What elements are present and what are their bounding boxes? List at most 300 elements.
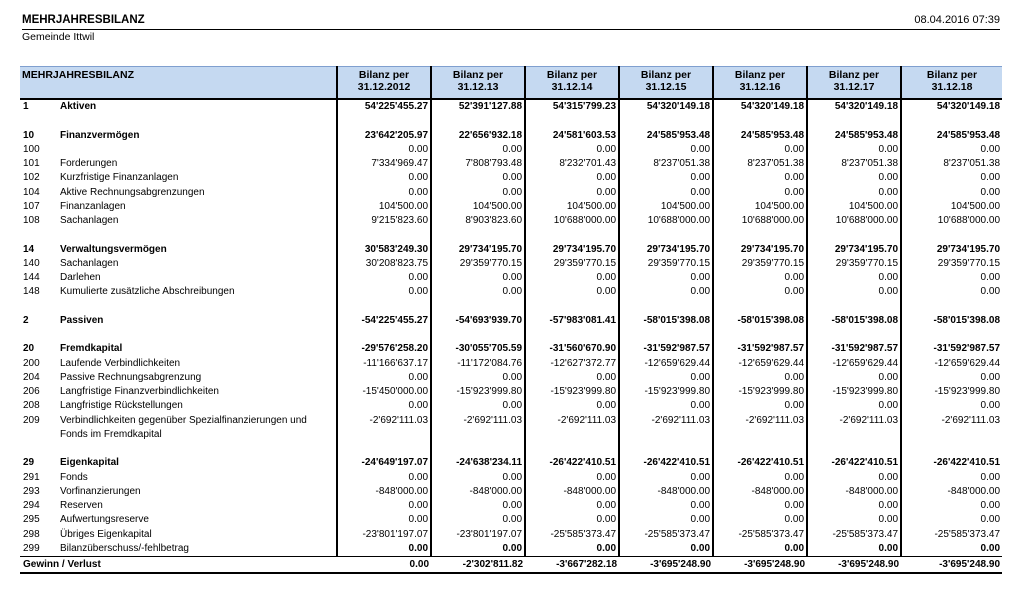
spacer-cell [54,228,337,242]
value-cell: 0.00 [980,272,1001,283]
value-cell: -11'166'637.17 [337,357,431,371]
value-cell: -25'585'373.47 [934,528,1001,540]
account-code: 140 [23,257,40,269]
value-cell: 0.00 [337,471,431,485]
value-cell: 0.00 [713,471,807,485]
value-cell: 0.00 [713,513,807,527]
value-cell: 9'215'823.60 [337,214,431,228]
value-cell: 29'359'770.15 [619,257,713,271]
value-cell: -15'450'000.00 [337,385,431,399]
account-label: Darlehen [54,271,337,285]
value-cell: -11'172'084.76 [431,357,525,371]
spacer-cell [713,300,807,314]
table-row [20,271,1002,285]
spacer-cell [337,300,431,314]
value-cell: 0.00 [713,542,807,557]
spacer-cell [54,328,337,342]
spacer-cell [807,442,901,456]
value-cell: -2'692'111.03 [431,414,525,443]
value-cell: -25'585'373.47 [807,528,901,542]
value-cell: 0.00 [337,271,431,285]
account-label: Vorfinanzierungen [54,485,337,499]
account-label [54,143,337,157]
value-cell: 0.00 [713,186,807,200]
account-label: Langfristige Rückstellungen [54,399,337,413]
value-cell: 8'237'051.38 [619,157,713,171]
table-row [20,528,1002,542]
table-row [20,285,1002,299]
value-cell: 0.00 [431,285,525,299]
value-cell: 0.00 [431,143,525,157]
value-cell: 0.00 [619,542,713,557]
value-cell: 0.00 [525,471,619,485]
account-label: Verbindlichkeiten gegenüber Spezialfinanzierungen und Fonds im Fremdkapital [54,414,337,443]
account-label: Finanzvermögen [54,129,337,143]
value-cell: 0.00 [337,171,431,185]
spacer-cell [431,442,525,456]
value-cell: 0.00 [619,271,713,285]
total-value-cell: -3'695'248.90 [901,557,1002,574]
account-code: 107 [23,200,40,212]
account-label: Aufwertungsreserve [54,513,337,527]
account-code: 204 [23,371,40,383]
value-cell: -2'692'111.03 [941,414,1001,426]
municipality-name: Gemeinde Ittwil [22,31,95,43]
value-cell: 0.00 [619,186,713,200]
account-label: Reserven [54,499,337,513]
value-cell: 0.00 [713,143,807,157]
value-cell: 24'585'953.48 [713,129,807,143]
spacer-cell [431,228,525,242]
value-cell: 0.00 [807,171,901,185]
value-cell: 0.00 [337,399,431,413]
value-cell: 54'320'149.18 [713,99,807,114]
table-row [20,471,1002,485]
value-cell: -54'693'939.70 [431,314,525,328]
report-header [22,14,1000,30]
account-label: Aktive Rechnungsabgrenzungen [54,186,337,200]
account-code: 298 [23,528,40,540]
account-code: 102 [23,172,40,184]
value-cell: -12'659'629.44 [713,357,807,371]
account-code: 206 [23,386,40,397]
spacer-cell [20,328,54,342]
spacer-cell [619,442,713,456]
value-cell: 0.00 [807,471,901,485]
value-cell: 0.00 [431,471,525,485]
total-value-cell: -3'667'282.18 [525,557,619,574]
value-cell: 0.00 [713,371,807,385]
value-cell: -12'659'629.44 [807,357,901,371]
value-cell: 0.00 [619,513,713,527]
value-cell: 0.00 [337,143,431,157]
spacer-cell [807,300,901,314]
value-cell: 0.00 [619,171,713,185]
value-cell: 0.00 [807,271,901,285]
value-cell: 0.00 [619,371,713,385]
account-label: Bilanzüberschuss/-fehlbetrag [54,542,337,557]
account-code: 291 [23,471,40,483]
column-header: Bilanz per 31.12.2012 [337,67,431,100]
value-cell: -848'000.00 [525,485,619,499]
value-cell: 29'734'195.70 [936,243,1001,255]
value-cell: 10'688'000.00 [619,214,713,228]
account-label: Laufende Verbindlichkeiten [54,357,337,371]
table-row [20,542,1002,557]
column-header: Bilanz per 31.12.16 [713,67,807,100]
value-cell: 0.00 [431,271,525,285]
value-cell: 104'500.00 [619,200,713,214]
value-cell: 0.00 [337,285,431,299]
value-cell: -31'560'670.90 [525,342,619,356]
spacer-cell [525,442,619,456]
value-cell: 29'734'195.70 [525,243,619,257]
spacer-cell [54,442,337,456]
value-cell: 0.00 [619,471,713,485]
account-code: 101 [23,158,40,169]
value-cell: 8'237'051.38 [713,157,807,171]
value-cell: 7'334'969.47 [337,157,431,171]
value-cell: 0.00 [980,143,1001,155]
value-cell: 8'232'701.43 [525,157,619,171]
value-cell: 0.00 [807,285,901,299]
value-cell: 54'315'799.23 [525,99,619,114]
value-cell: 10'688'000.00 [525,214,619,228]
column-header: Bilanz per 31.12.14 [525,67,619,100]
spacer-cell [713,114,807,128]
value-cell: -2'692'111.03 [807,414,901,443]
value-cell: 104'500.00 [950,200,1001,212]
table-row [20,513,1002,527]
table-group-row [20,342,1002,356]
value-cell: -12'627'372.77 [525,357,619,371]
value-cell: -54'225'455.27 [337,314,431,328]
table-title: MEHRJAHRESBILANZ [20,67,337,100]
table-row [20,414,1002,443]
value-cell: -26'422'410.51 [713,456,807,470]
value-cell: -30'055'705.59 [431,342,525,356]
value-cell: 0.00 [980,471,1001,483]
value-cell: 0.00 [431,371,525,385]
value-cell: 0.00 [337,499,431,513]
value-cell: 10'688'000.00 [713,214,807,228]
account-label: Finanzanlagen [54,200,337,214]
value-cell: -848'000.00 [807,485,901,499]
value-cell: -26'422'410.51 [933,457,1001,469]
account-code: 293 [23,485,40,497]
account-code: 14 [23,243,35,255]
value-cell: -848'000.00 [713,485,807,499]
value-cell: -57'983'081.41 [525,314,619,328]
value-cell: -29'576'258.20 [337,342,431,356]
spacer-row [20,228,1002,242]
value-cell: 22'656'932.18 [431,129,525,143]
value-cell: 30'208'823.75 [337,257,431,271]
value-cell: 104'500.00 [525,200,619,214]
table-group-row [20,129,1002,143]
value-cell: -848'000.00 [947,485,1001,497]
column-header: Bilanz per 31.12.18 [901,67,1002,100]
value-cell: -26'422'410.51 [807,456,901,470]
value-cell: -58'015'398.08 [933,314,1001,326]
value-cell: 104'500.00 [337,200,431,214]
value-cell: 0.00 [525,186,619,200]
total-value-cell: -2'302'811.82 [431,557,525,574]
spacer-cell [807,228,901,242]
balance-table [20,66,1002,574]
value-cell: 0.00 [713,399,807,413]
total-value-cell: -3'695'248.90 [807,557,901,574]
account-code: 1 [23,101,29,112]
spacer-cell [525,114,619,128]
value-cell: 0.00 [431,499,525,513]
value-cell: 0.00 [525,143,619,157]
value-cell: 0.00 [713,171,807,185]
value-cell: 0.00 [807,371,901,385]
spacer-cell [431,114,525,128]
value-cell: 0.00 [431,186,525,200]
value-cell: 0.00 [431,513,525,527]
value-cell: -25'585'373.47 [619,528,713,542]
value-cell: 0.00 [980,186,1001,198]
value-cell: 0.00 [807,143,901,157]
account-label: Eigenkapital [54,456,337,470]
account-label: Fremdkapital [54,342,337,356]
value-cell: 0.00 [807,399,901,413]
account-code: 144 [23,272,40,283]
value-cell: 0.00 [525,542,619,557]
column-header: Bilanz per 31.12.17 [807,67,901,100]
value-cell: 0.00 [525,171,619,185]
value-cell: 29'734'195.70 [713,243,807,257]
account-code: 299 [20,542,54,557]
value-cell: 8'237'051.38 [807,157,901,171]
spacer-cell [619,228,713,242]
value-cell: -23'801'197.07 [431,528,525,542]
value-cell: 24'585'953.48 [807,129,901,143]
spacer-cell [525,328,619,342]
total-value-cell: -3'695'248.90 [713,557,807,574]
value-cell: 0.00 [337,542,431,557]
spacer-cell [807,328,901,342]
value-cell: 0.00 [619,285,713,299]
table-row [20,385,1002,399]
value-cell: -12'659'629.44 [934,357,1001,369]
value-cell: -2'692'111.03 [525,414,619,443]
value-cell: 7'808'793.48 [431,157,525,171]
value-cell: 0.00 [807,513,901,527]
spacer-cell [901,442,1002,456]
report-title: MEHRJAHRESBILANZ [22,14,145,26]
value-cell: -26'422'410.51 [525,456,619,470]
spacer-cell [619,114,713,128]
value-cell: 0.00 [713,271,807,285]
value-cell: 29'359'770.15 [525,257,619,271]
spacer-cell [54,300,337,314]
value-cell: 29'359'770.15 [807,257,901,271]
value-cell: -2'692'111.03 [619,414,713,443]
account-label: Passiven [54,314,337,328]
spacer-cell [431,328,525,342]
value-cell: 0.00 [807,542,901,557]
spacer-cell [713,328,807,342]
value-cell: 29'359'770.15 [937,257,1001,269]
value-cell: 29'734'195.70 [431,243,525,257]
spacer-row [20,442,1002,456]
account-code: 209 [23,414,40,426]
value-cell: 54'320'149.18 [619,99,713,114]
account-label: Fonds [54,471,337,485]
account-label: Langfristige Finanzverbindlichkeiten [54,385,337,399]
table-row [20,157,1002,171]
account-code: 20 [23,343,35,355]
value-cell: 29'734'195.70 [619,243,713,257]
value-cell: 0.00 [525,285,619,299]
spacer-cell [525,300,619,314]
total-label: Gewinn / Verlust [20,557,337,574]
spacer-cell [20,114,54,128]
value-cell: 0.00 [980,371,1001,383]
value-cell: 0.00 [337,186,431,200]
account-code: 294 [23,500,40,511]
spacer-cell [901,228,1002,242]
value-cell: 0.00 [619,499,713,513]
value-cell: 0.00 [525,499,619,513]
value-cell: 0.00 [980,514,1001,526]
table-row [20,485,1002,499]
table-group-row [20,456,1002,470]
value-cell: 0.00 [713,285,807,299]
spacer-cell [619,300,713,314]
account-label: Passive Rechnungsabgrenzung [54,371,337,385]
table-group-row [20,243,1002,257]
spacer-cell [431,300,525,314]
spacer-row [20,300,1002,314]
table-row [20,200,1002,214]
value-cell: 0.00 [431,542,525,557]
value-cell: 54'320'149.18 [807,99,901,114]
value-cell: 0.00 [980,286,1001,298]
column-header: Bilanz per 31.12.13 [431,67,525,100]
value-cell: 29'734'195.70 [807,243,901,257]
value-cell: 24'581'603.53 [525,129,619,143]
total-value-cell: 0.00 [337,557,431,574]
value-cell: 54'225'455.27 [337,99,431,114]
spacer-cell [54,114,337,128]
account-code: 108 [23,215,40,226]
account-code: 29 [23,457,35,469]
balance-table-container [20,66,1002,574]
spacer-cell [713,228,807,242]
spacer-row [20,328,1002,342]
value-cell: 0.00 [807,499,901,513]
table-group-row [20,314,1002,328]
value-cell: 24'585'953.48 [619,129,713,143]
value-cell: 0.00 [525,399,619,413]
spacer-cell [901,300,1002,314]
value-cell: -15'923'999.80 [934,386,1001,397]
spacer-cell [337,114,431,128]
value-cell: 0.00 [901,542,1002,557]
account-label: Forderungen [54,157,337,171]
account-label: Verwaltungsvermögen [54,243,337,257]
spacer-cell [901,114,1002,128]
spacer-cell [713,442,807,456]
value-cell: 0.00 [525,371,619,385]
value-cell: 104'500.00 [713,200,807,214]
column-header: Bilanz per 31.12.15 [619,67,713,100]
spacer-cell [619,328,713,342]
value-cell: 10'688'000.00 [807,214,901,228]
value-cell: 30'583'249.30 [337,243,431,257]
table-row [20,371,1002,385]
value-cell: 0.00 [337,513,431,527]
value-cell: -58'015'398.08 [807,314,901,328]
account-label: Kumulierte zusätzliche Abschreibungen [54,285,337,299]
account-label: Sachanlagen [54,257,337,271]
account-label: Aktiven [54,99,337,114]
table-row [20,186,1002,200]
total-value-cell: -3'695'248.90 [619,557,713,574]
account-code: 148 [23,286,40,298]
value-cell: 29'359'770.15 [431,257,525,271]
table-row [20,357,1002,371]
account-code: 295 [23,514,40,526]
account-label: Sachanlagen [54,214,337,228]
table-group-row [20,99,1002,114]
value-cell: -848'000.00 [619,485,713,499]
value-cell: -58'015'398.08 [713,314,807,328]
value-cell: 0.00 [980,500,1001,511]
value-cell: 52'391'127.88 [431,99,525,114]
account-code: 200 [23,357,40,369]
table-row [20,399,1002,413]
value-cell: -15'923'999.80 [619,385,713,399]
value-cell: 10'688'000.00 [937,215,1001,226]
value-cell: -15'923'999.80 [431,385,525,399]
spacer-cell [20,300,54,314]
account-label: Übriges Eigenkapital [54,528,337,542]
account-code: 104 [23,186,40,198]
table-row [20,214,1002,228]
value-cell: 0.00 [431,399,525,413]
value-cell: 0.00 [619,399,713,413]
value-cell: 29'359'770.15 [713,257,807,271]
total-row [20,557,1002,574]
value-cell: 0.00 [980,400,1001,412]
spacer-cell [337,328,431,342]
value-cell: -848'000.00 [337,485,431,499]
value-cell: -31'592'987.57 [933,343,1001,355]
report-datetime: 08.04.2016 07:39 [914,14,1000,26]
value-cell: -24'649'197.07 [337,456,431,470]
account-code: 2 [23,314,29,326]
value-cell: -26'422'410.51 [619,456,713,470]
value-cell: -15'923'999.80 [807,385,901,399]
account-code: 100 [23,143,40,155]
value-cell: 0.00 [337,371,431,385]
spacer-cell [901,328,1002,342]
value-cell: -23'801'197.07 [337,528,431,542]
value-cell: -2'692'111.03 [713,414,807,443]
value-cell: 0.00 [525,271,619,285]
account-code: 10 [23,129,35,141]
value-cell: 0.00 [980,172,1001,184]
table-header-row [20,67,1002,100]
table-row [20,171,1002,185]
value-cell: 8'237'051.38 [943,158,1001,169]
account-label: Kurzfristige Finanzanlagen [54,171,337,185]
